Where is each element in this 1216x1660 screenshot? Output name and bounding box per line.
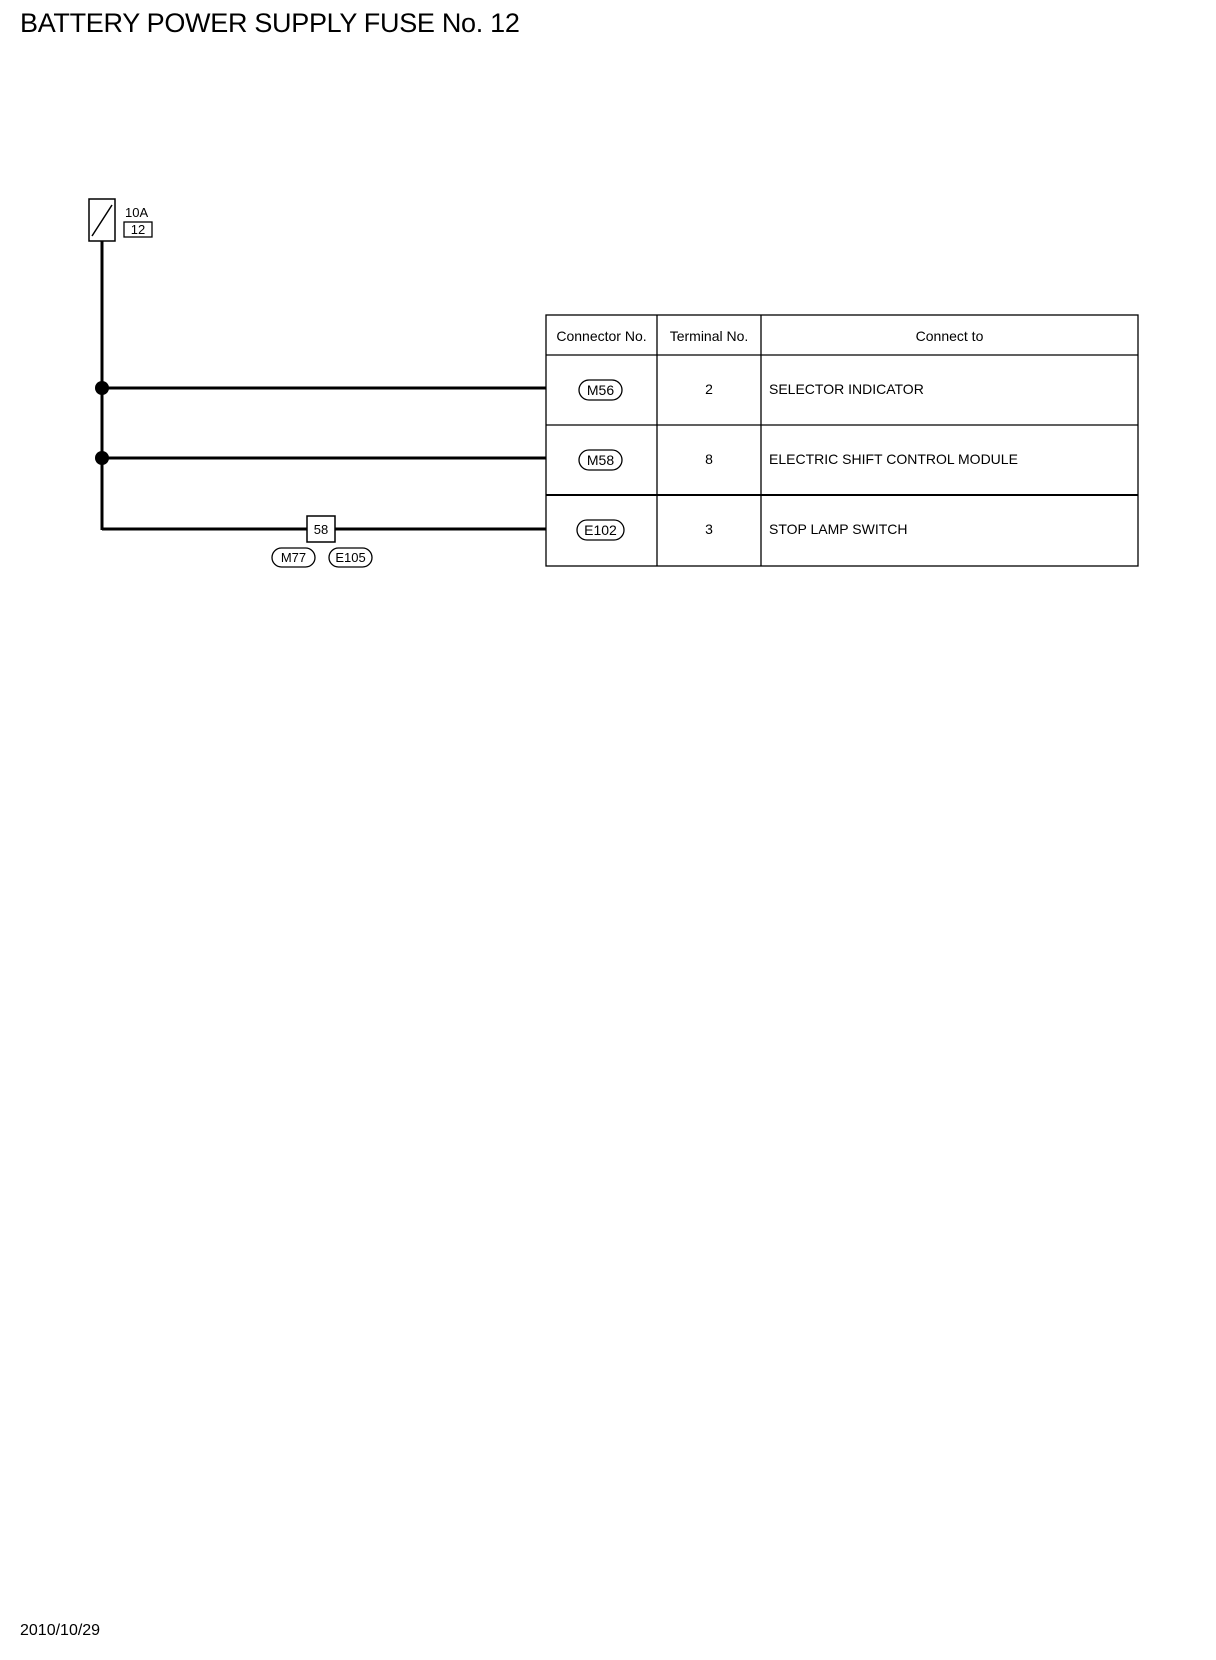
joint-connector-m77 xyxy=(272,548,315,567)
fuse-number: 12 xyxy=(130,222,146,237)
fuse-rating: 10A xyxy=(125,205,149,220)
joint-connector-label: M77 xyxy=(280,550,307,565)
joint-connector xyxy=(307,516,335,542)
splice-dot xyxy=(95,381,109,395)
joint-connector-e105 xyxy=(329,548,372,567)
joint-connector-label: E105 xyxy=(335,550,366,565)
connector-table xyxy=(546,315,1138,566)
table-header-connect-to: Connect to xyxy=(915,328,984,344)
joint-terminal: 58 xyxy=(313,522,329,537)
row-connector: M56 xyxy=(586,382,615,398)
row-terminal: 2 xyxy=(705,381,713,397)
row-connector: E102 xyxy=(584,522,617,538)
row-connect-to: SELECTOR INDICATOR xyxy=(769,381,924,397)
fuse-number-box xyxy=(124,222,152,237)
page-title: BATTERY POWER SUPPLY FUSE No. 12 xyxy=(20,8,520,38)
row-connect-to: ELECTRIC SHIFT CONTROL MODULE xyxy=(769,451,1018,467)
row-terminal: 3 xyxy=(705,521,713,537)
row-terminal: 8 xyxy=(705,451,713,467)
splice-dot xyxy=(95,451,109,465)
fuse-symbol xyxy=(89,199,115,241)
row-connector: M58 xyxy=(586,452,615,468)
row-connect-to: STOP LAMP SWITCH xyxy=(769,521,908,537)
document-date: 2010/10/29 xyxy=(20,1622,101,1639)
table-header-connector: Connector No. xyxy=(556,328,647,344)
table-header-terminal: Terminal No. xyxy=(669,328,749,344)
